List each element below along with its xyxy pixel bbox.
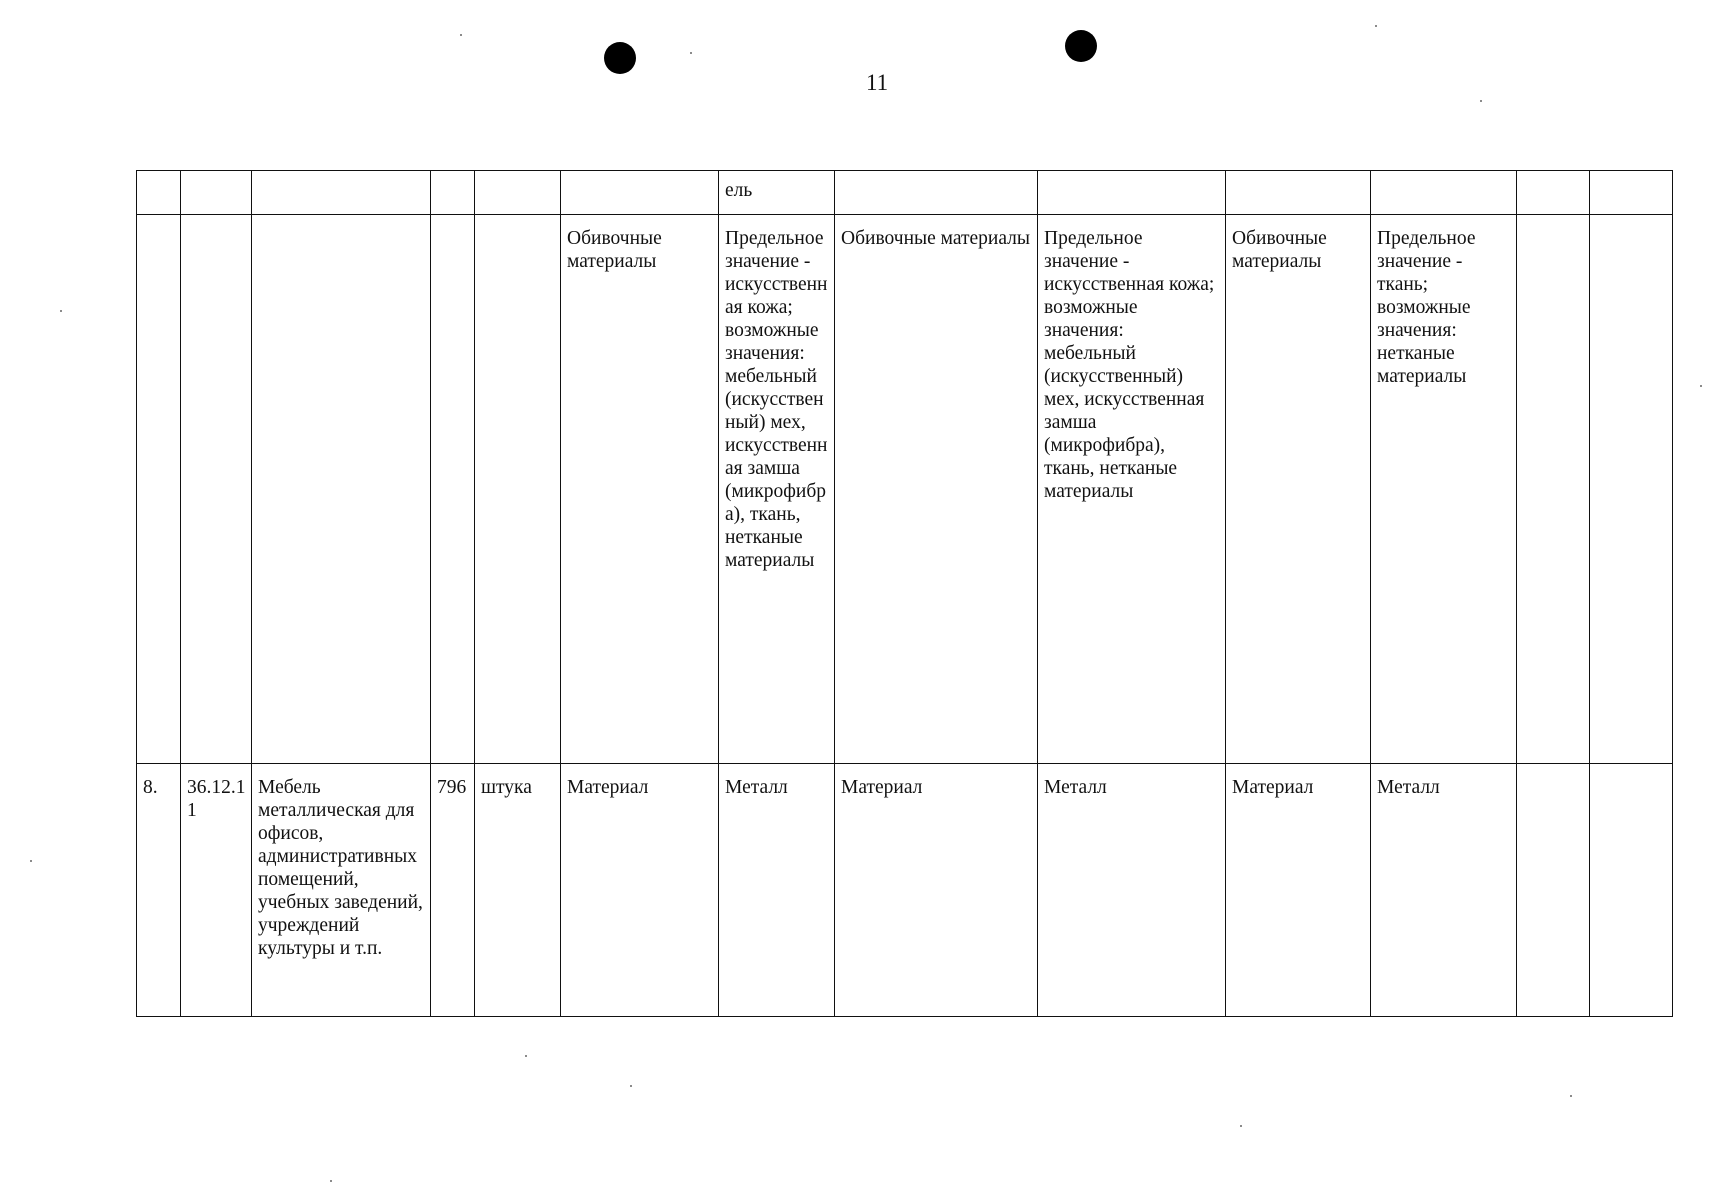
cell-characteristic: Материал bbox=[561, 764, 719, 1017]
scan-speck bbox=[525, 1055, 527, 1057]
cell-unit: штука bbox=[475, 764, 561, 1017]
cell-number bbox=[137, 215, 181, 764]
scan-speck bbox=[1375, 25, 1377, 27]
cell-value: Металл bbox=[719, 764, 835, 1017]
cell-value: Предельное значение - искусственная кожа; возможные значения: мебельный (искусственный) мех, искусственная замша (микрофибра), ткань, нетканые материалы bbox=[719, 215, 835, 764]
cell-code: 36.12.11 bbox=[181, 764, 252, 1017]
scan-speck bbox=[630, 1085, 632, 1087]
cell-characteristic: Обивочные материалы bbox=[835, 215, 1038, 764]
scan-speck bbox=[460, 34, 462, 36]
cell-value: Предельное значение - искусственная кожа; возможные значения: мебельный (искусственный) мех, искусственная замша (микрофибра), ткань, нетканые материалы bbox=[1038, 215, 1226, 764]
cell-characteristic: Обивочные материалы bbox=[1226, 215, 1371, 764]
cell-empty bbox=[1590, 764, 1673, 1017]
cell-okei bbox=[431, 215, 475, 764]
scan-speck bbox=[1480, 100, 1482, 102]
table-row bbox=[137, 215, 1673, 764]
punch-hole-left bbox=[604, 42, 636, 74]
cell-okei bbox=[431, 171, 475, 215]
scan-speck bbox=[1570, 1095, 1572, 1097]
scan-speck bbox=[30, 860, 32, 862]
scan-speck bbox=[1240, 1125, 1242, 1127]
cell-empty bbox=[1517, 215, 1590, 764]
cell-value bbox=[1038, 171, 1226, 215]
scan-speck bbox=[60, 310, 62, 312]
cell-number bbox=[137, 171, 181, 215]
scan-speck bbox=[1700, 385, 1702, 387]
cell-value bbox=[1371, 171, 1517, 215]
table-row bbox=[137, 764, 1673, 1017]
scan-speck bbox=[690, 52, 692, 54]
cell-value: Предельное значение - ткань; возможные значения: нетканые материалы bbox=[1371, 215, 1517, 764]
cell-characteristic: Материал bbox=[835, 764, 1038, 1017]
requirements-table bbox=[136, 170, 1673, 1017]
cell-okei: 796 bbox=[431, 764, 475, 1017]
cell-empty bbox=[1517, 171, 1590, 215]
table-row bbox=[137, 171, 1673, 215]
cell-characteristic bbox=[835, 171, 1038, 215]
cell-unit bbox=[475, 171, 561, 215]
cell-name bbox=[252, 215, 431, 764]
cell-code bbox=[181, 215, 252, 764]
cell-name bbox=[252, 171, 431, 215]
cell-empty bbox=[1517, 764, 1590, 1017]
page-number: 11 bbox=[866, 70, 889, 95]
cell-value: ель bbox=[719, 171, 835, 215]
cell-code bbox=[181, 171, 252, 215]
cell-characteristic bbox=[1226, 171, 1371, 215]
cell-characteristic bbox=[561, 171, 719, 215]
cell-unit bbox=[475, 215, 561, 764]
cell-characteristic: Обивочные материалы bbox=[561, 215, 719, 764]
cell-value: Металл bbox=[1038, 764, 1226, 1017]
cell-empty bbox=[1590, 171, 1673, 215]
scan-speck bbox=[330, 1180, 332, 1182]
cell-value: Металл bbox=[1371, 764, 1517, 1017]
cell-empty bbox=[1590, 215, 1673, 764]
cell-name: Мебель металлическая для офисов, административных помещений, учебных заведений, учреждений культуры и т.п. bbox=[252, 764, 431, 1017]
cell-characteristic: Материал bbox=[1226, 764, 1371, 1017]
cell-number: 8. bbox=[137, 764, 181, 1017]
punch-hole-right bbox=[1065, 30, 1097, 62]
